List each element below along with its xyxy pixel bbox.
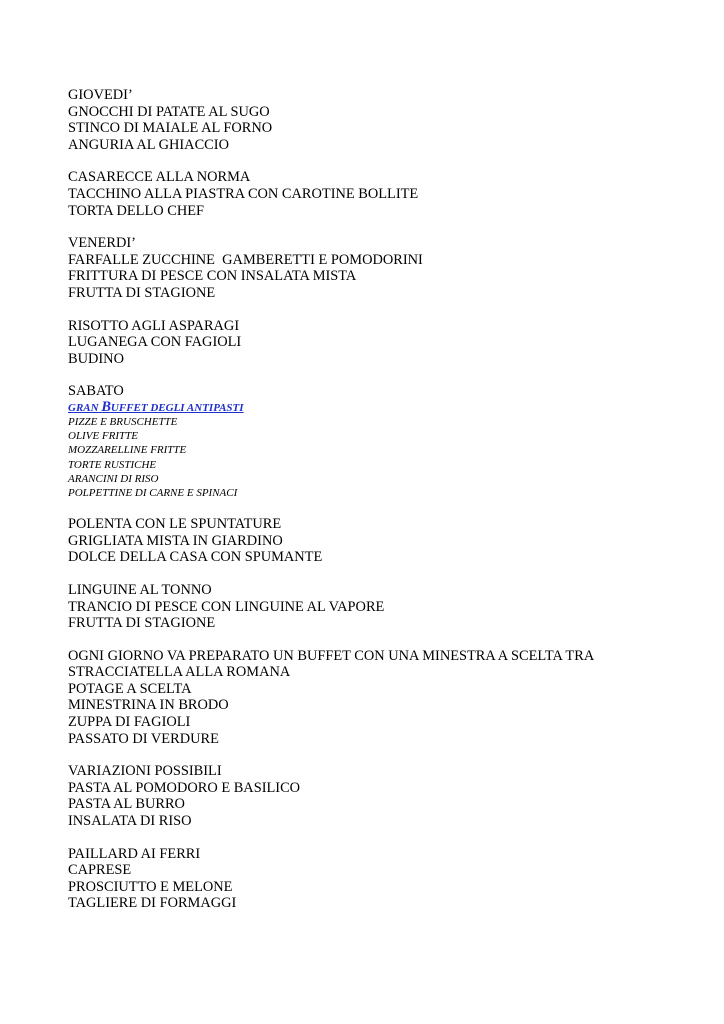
buffet-item: ARANCINI DI RISO	[68, 472, 159, 485]
menu-line: TRANCIO DI PESCE CON LINGUINE AL VAPORE	[68, 598, 385, 615]
menu-line: BUDINO	[68, 350, 124, 367]
buffet-item: POLPETTINE DI CARNE E SPINACI	[68, 486, 238, 499]
buffet-heading-part3: UFFET DEGLI ANTIPASTI	[110, 401, 244, 414]
menu-line: VENERDI’	[68, 235, 136, 252]
menu-line: TORTA DELLO CHEF	[68, 202, 205, 219]
menu-line: CASARECCE ALLA NORMA	[68, 169, 251, 186]
menu-block	[68, 846, 688, 912]
menu-line: MINESTRINA IN BRODO	[68, 697, 229, 714]
menu-line: POTAGE A SCELTA	[68, 680, 192, 697]
menu-line: GIOVEDI’	[68, 87, 133, 103]
menu-line: PAILLARD AI FERRI	[68, 845, 201, 862]
menu-content	[68, 87, 688, 928]
buffet-item: PIZZE E BRUSCHETTE	[68, 415, 178, 428]
buffet-item: OLIVE FRITTE	[68, 430, 138, 443]
menu-line: RISOTTO AGLI ASPARAGI	[68, 317, 240, 334]
buffet-heading	[68, 400, 688, 415]
menu-line: PASSATO DI VERDURE	[68, 730, 219, 747]
menu-block	[68, 318, 688, 368]
saturday-block	[68, 383, 688, 500]
buffet-heading-initial: B	[101, 398, 111, 415]
menu-line: ZUPPA DI FAGIOLI	[68, 714, 191, 731]
menu-line: INSALATA DI RISO	[68, 813, 192, 830]
menu-line: PASTA AL POMODORO E BASILICO	[68, 779, 301, 796]
menu-line: ANGURIA AL GHIACCIO	[68, 136, 229, 153]
buffet-item: MOZZARELLINE FRITTE	[68, 444, 187, 457]
menu-line: FRUTTA DI STAGIONE	[68, 284, 216, 301]
menu-block	[68, 763, 688, 829]
menu-line: PROSCIUTTO E MELONE	[68, 878, 233, 895]
menu-line: PASTA AL BURRO	[68, 796, 185, 813]
menu-line: DOLCE DELLA CASA CON SPUMANTE	[68, 549, 323, 566]
buffet-heading-part1: GRAN	[68, 401, 102, 414]
menu-line: FRUTTA DI STAGIONE	[68, 615, 216, 632]
menu-line: FRITTURA DI PESCE CON INSALATA MISTA	[68, 268, 357, 285]
menu-block	[68, 169, 688, 219]
menu-block	[68, 87, 688, 153]
menu-line: STINCO DI MAIALE AL FORNO	[68, 120, 273, 137]
menu-line: GNOCCHI DI PATATE AL SUGO	[68, 103, 270, 120]
menu-line: POLENTA CON LE SPUNTATURE	[68, 516, 282, 533]
menu-line: CAPRESE	[68, 862, 132, 879]
menu-line: LUGANEGA CON FAGIOLI	[68, 334, 242, 351]
menu-blocks-before	[68, 87, 688, 367]
menu-line: OGNI GIORNO VA PREPARATO UN BUFFET CON UNA MINESTRA A SCELTA TRA	[68, 647, 595, 664]
day-heading-saturday: SABATO	[68, 383, 124, 400]
menu-block	[68, 516, 688, 566]
buffet-item: TORTE RUSTICHE	[68, 458, 157, 471]
menu-line: VARIAZIONI POSSIBILI	[68, 763, 222, 780]
menu-line: STRACCIATELLA ALLA ROMANA	[68, 664, 291, 681]
menu-line: LINGUINE AL TONNO	[68, 581, 212, 598]
menu-block	[68, 582, 688, 632]
menu-block	[68, 235, 688, 301]
menu-blocks-after	[68, 516, 688, 912]
menu-line: TACCHINO ALLA PIASTRA CON CAROTINE BOLLITE	[68, 185, 419, 202]
menu-line: FARFALLE ZUCCHINE GAMBERETTI E POMODORINI	[68, 251, 423, 268]
menu-line: GRIGLIATA MISTA IN GIARDINO	[68, 532, 283, 549]
menu-line: TAGLIERE DI FORMAGGI	[68, 895, 237, 912]
menu-block	[68, 648, 688, 748]
buffet-item-list	[68, 415, 688, 500]
